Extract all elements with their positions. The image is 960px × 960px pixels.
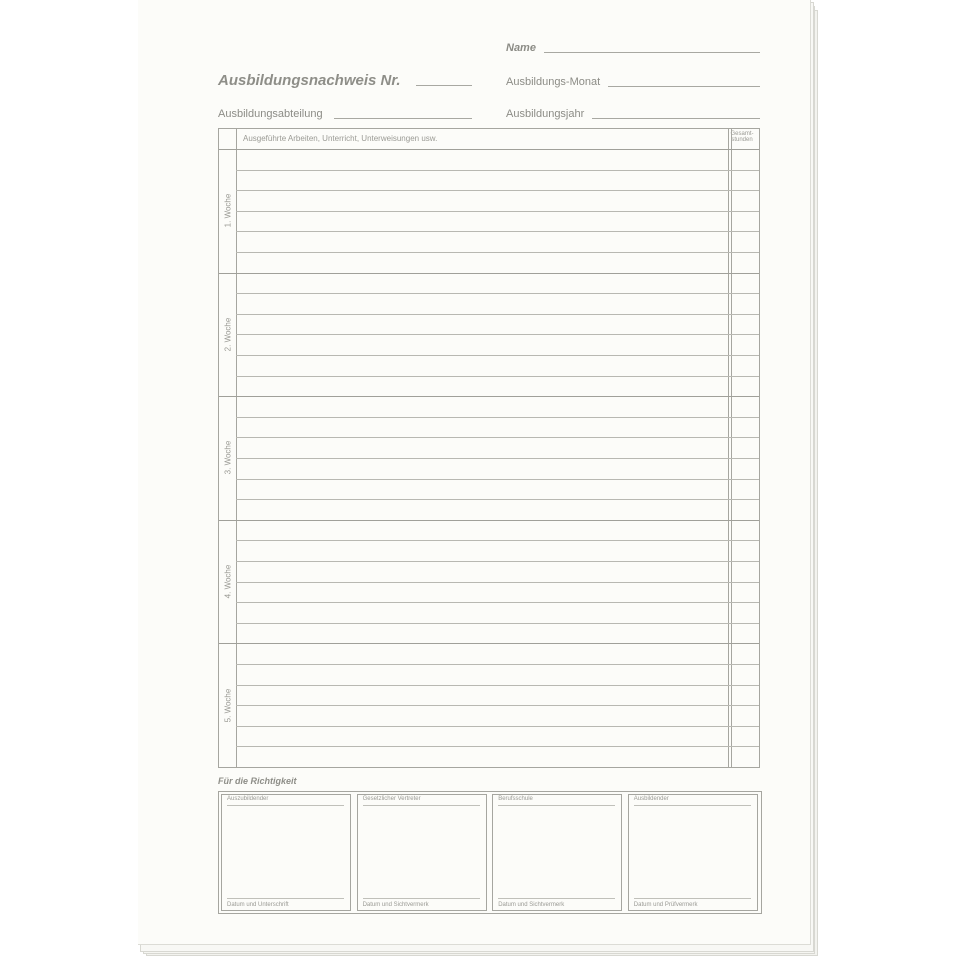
signature-box-title-rule bbox=[227, 805, 344, 806]
table-row-line[interactable] bbox=[236, 705, 759, 706]
signature-box-title-rule bbox=[498, 805, 615, 806]
signature-box-caption: Datum und Unterschrift bbox=[227, 902, 289, 908]
department-label: Ausbildungsabteilung bbox=[218, 108, 323, 120]
signature-box-title-rule bbox=[363, 805, 480, 806]
week-label bbox=[219, 520, 236, 644]
table-row-line[interactable] bbox=[236, 499, 759, 500]
month-field[interactable] bbox=[608, 86, 760, 87]
table-row-line[interactable] bbox=[236, 252, 759, 253]
table-row-line[interactable] bbox=[236, 334, 759, 335]
week-label bbox=[219, 273, 236, 397]
name-label: Name bbox=[506, 42, 536, 54]
table-row-line[interactable] bbox=[236, 561, 759, 562]
table-row-line[interactable] bbox=[236, 170, 759, 171]
table-row-line[interactable] bbox=[236, 190, 759, 191]
table-row-line[interactable] bbox=[236, 231, 759, 232]
table-row-line[interactable] bbox=[236, 602, 759, 603]
signature-line[interactable] bbox=[363, 898, 480, 899]
table-row-line[interactable] bbox=[236, 437, 759, 438]
table-row-line[interactable] bbox=[236, 417, 759, 418]
signature-box-title-rule bbox=[634, 805, 751, 806]
signature-box[interactable] bbox=[221, 794, 351, 911]
signature-box-caption: Datum und Sichtvermerk bbox=[498, 902, 565, 908]
activity-table bbox=[218, 128, 760, 768]
week-label-text: 4. Woche bbox=[223, 564, 232, 599]
week-label bbox=[219, 149, 236, 273]
table-row-line[interactable] bbox=[236, 664, 759, 665]
week-separator bbox=[219, 273, 759, 274]
week-label bbox=[219, 643, 236, 767]
work-column-divider bbox=[728, 129, 729, 767]
month-label: Ausbildungs-Monat bbox=[506, 76, 601, 88]
column-header-work: Ausgeführte Arbeiten, Unterricht, Unterweisungen usw. bbox=[243, 134, 438, 143]
signature-line[interactable] bbox=[498, 898, 615, 899]
table-row-line[interactable] bbox=[236, 293, 759, 294]
form-page bbox=[138, 0, 811, 945]
week-separator bbox=[219, 643, 759, 644]
year-label: Ausbildungsjahr bbox=[506, 108, 585, 120]
name-field[interactable] bbox=[544, 52, 760, 53]
table-row-line[interactable] bbox=[236, 726, 759, 727]
week-column-divider bbox=[236, 129, 237, 767]
table-row-line[interactable] bbox=[236, 211, 759, 212]
signature-line[interactable] bbox=[227, 898, 344, 899]
table-row-line[interactable] bbox=[236, 479, 759, 480]
number-field[interactable] bbox=[416, 85, 472, 86]
table-row-line[interactable] bbox=[236, 540, 759, 541]
table-row-line[interactable] bbox=[236, 314, 759, 315]
signature-box-title: Ausbildender bbox=[633, 796, 669, 802]
signature-box-caption: Datum und Prüfvermerk bbox=[633, 902, 698, 908]
signature-section bbox=[218, 791, 762, 914]
year-field[interactable] bbox=[592, 118, 760, 119]
signature-line[interactable] bbox=[634, 898, 751, 899]
week-label bbox=[219, 396, 236, 520]
week-label-text: 1. Woche bbox=[223, 193, 232, 228]
department-field[interactable] bbox=[334, 118, 472, 119]
table-row-line[interactable] bbox=[236, 582, 759, 583]
week-label-text: 5. Woche bbox=[223, 688, 232, 723]
hours-column-divider bbox=[731, 129, 732, 767]
table-row-line[interactable] bbox=[236, 458, 759, 459]
signature-box-caption: Datum und Sichtvermerk bbox=[362, 902, 429, 908]
week-label-text: 3. Woche bbox=[223, 441, 232, 475]
table-row-line[interactable] bbox=[236, 685, 759, 686]
table-row-line[interactable] bbox=[236, 355, 759, 356]
signature-box-title: Auszubildender bbox=[227, 796, 269, 802]
table-header-divider bbox=[219, 149, 759, 150]
table-row-line[interactable] bbox=[236, 746, 759, 747]
signature-box-title: Gesetzlicher Vertreter bbox=[362, 796, 421, 802]
signature-box[interactable] bbox=[628, 794, 758, 911]
column-header-hours-line: stunden bbox=[731, 137, 753, 143]
signature-box[interactable] bbox=[357, 794, 487, 911]
column-header-hours-line: Gesamt- bbox=[730, 131, 754, 137]
week-separator bbox=[219, 396, 759, 397]
table-row-line[interactable] bbox=[236, 376, 759, 377]
signature-box-title: Berufsschule bbox=[498, 796, 533, 802]
week-label-text: 2. Woche bbox=[223, 317, 232, 352]
table-row-line[interactable] bbox=[236, 623, 759, 624]
signature-section-title: Für die Richtigkeit bbox=[218, 776, 297, 786]
form-title: Ausbildungsnachweis Nr. bbox=[218, 72, 401, 89]
week-separator bbox=[219, 520, 759, 521]
signature-box[interactable] bbox=[492, 794, 622, 911]
